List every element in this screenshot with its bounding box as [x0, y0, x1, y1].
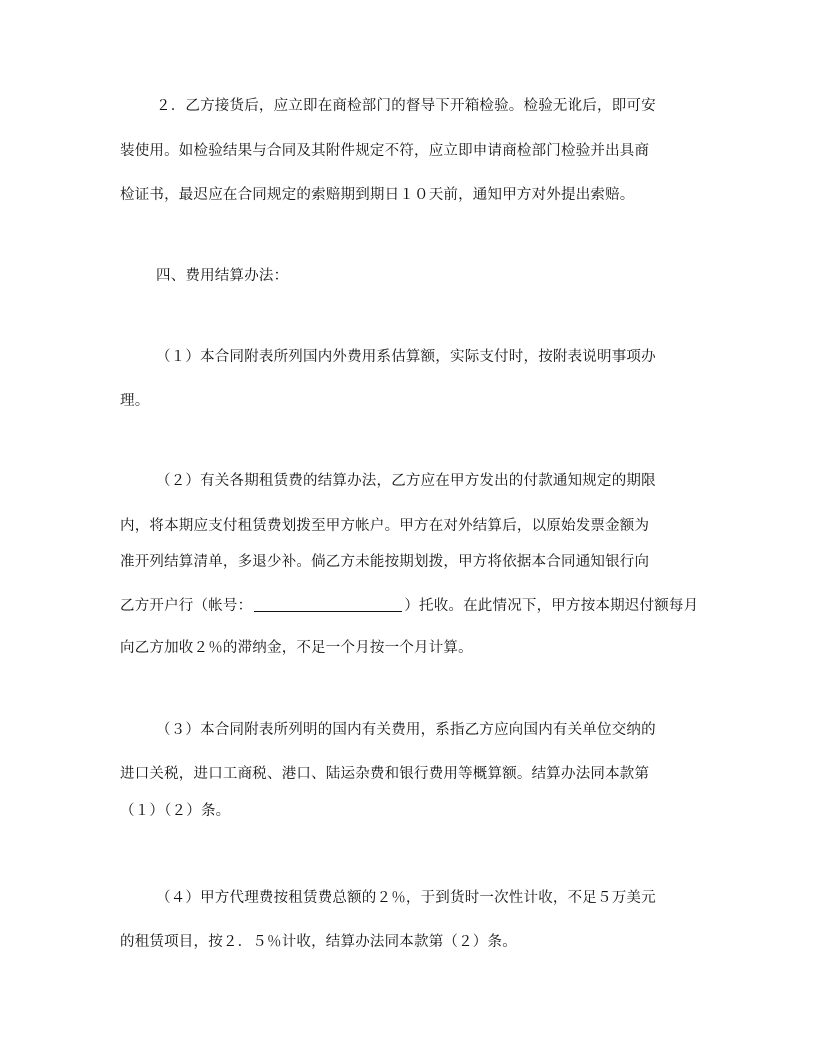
paragraph-inspection-line-2: 装使用。如检验结果与合同及其附件规定不符，应立即申请商检部门检验并出具商 [120, 143, 650, 159]
paragraph-inspection-line-3: 检证书，最迟应在合同规定的索赔期到期日１０天前，通知甲方对外提出索赔。 [120, 187, 635, 203]
clause-3-line-3: （１）（２）条。 [120, 803, 231, 819]
clause-2-line-3: 准开列结算清单，多退少补。倘乙方未能按期划拨，甲方将依据本合同通知银行向 [120, 554, 650, 570]
clause-2-line-4-before: 乙方开户行（帐号： [120, 598, 253, 614]
clause-2-line-4 [120, 596, 698, 616]
clause-1-line-1: （１）本合同附表所列国内外费用系估算额，实际支付时，按附表说明事项办 [156, 349, 656, 365]
clause-3-line-2: 进口关税，进口工商税、港口、陆运杂费和银行费用等概算额。结算办法同本款第 [120, 766, 650, 782]
clause-2-line-4-after: ）托收。在此情况下，甲方按本期迟付额每月 [404, 598, 699, 614]
clause-1-line-2: 理。 [120, 393, 150, 409]
paragraph-inspection-line-1: ２．乙方接货后，应立即在商检部门的督导下开箱检验。检验无讹后，即可安 [156, 98, 656, 114]
section-heading-fee-settlement: 四、费用结算办法： [156, 268, 289, 284]
clause-3-line-1: （３）本合同附表所列明的国内有关费用，系指乙方应向国内有关单位交纳的 [156, 722, 656, 738]
account-number-blank [254, 597, 402, 612]
clause-2-line-5: 向乙方加收２％的滞纳金，不足一个月按一个月计算。 [120, 640, 473, 656]
clause-4-line-1: （４）甲方代理费按租赁费总额的２％，于到货时一次性计收，不足５万美元 [156, 890, 656, 906]
clause-2-line-2: 内，将本期应支付租赁费划拨至甲方帐户。甲方在对外结算后，以原始发票金额为 [120, 518, 650, 534]
clause-4-line-2: 的租赁项目，按２．５％计收，结算办法同本款第（２）条。 [120, 934, 517, 950]
clause-2-line-1: （２）有关各期租赁费的结算办法，乙方应在甲方发出的付款通知规定的期限 [156, 473, 656, 489]
